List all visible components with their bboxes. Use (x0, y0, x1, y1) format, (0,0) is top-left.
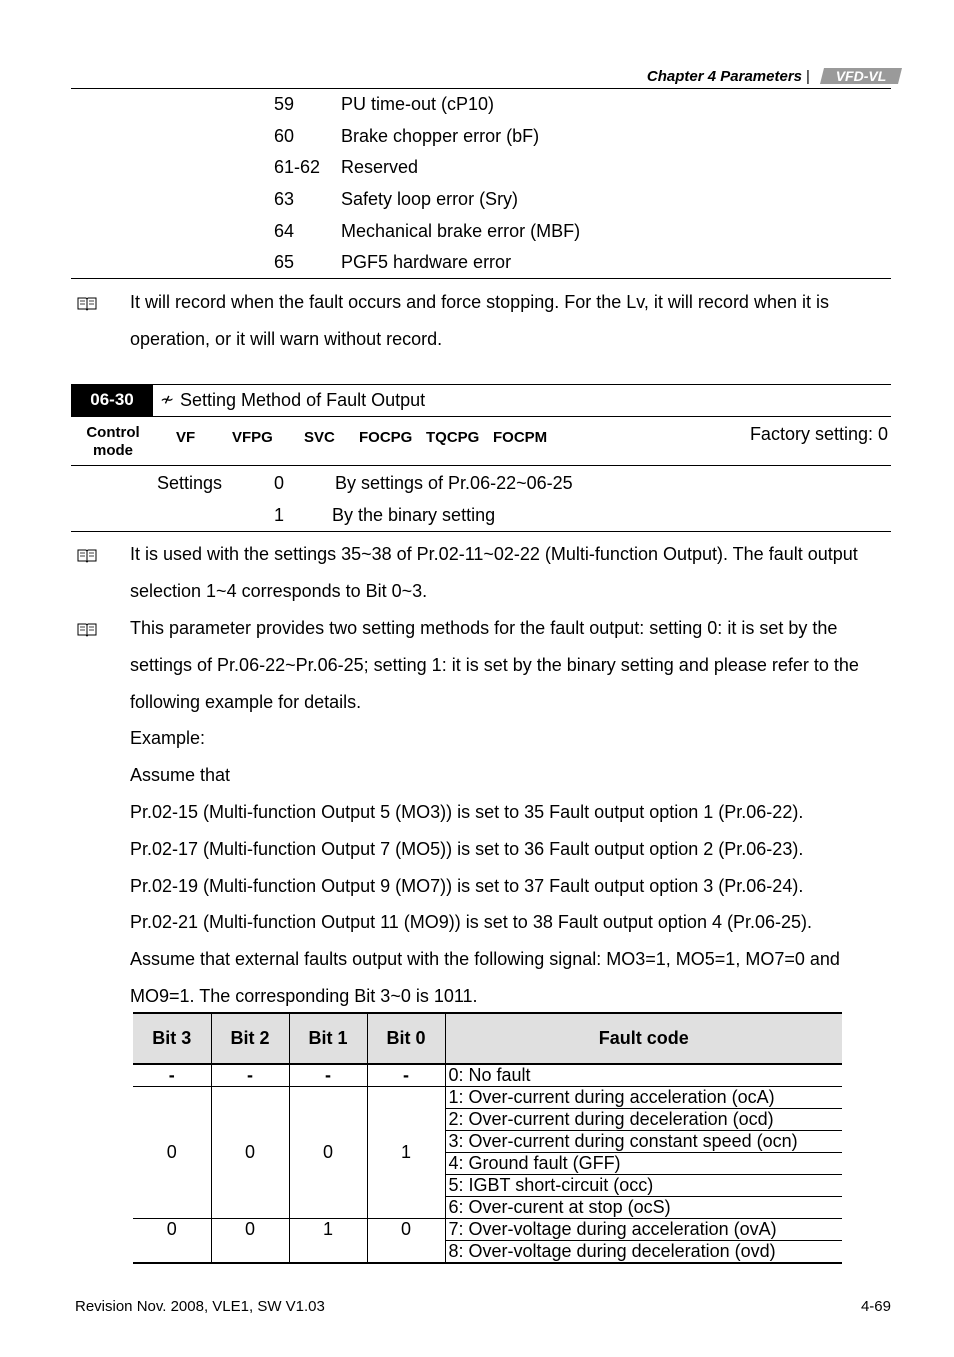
table-header: Bit 0 (367, 1013, 445, 1064)
param-rule-top (71, 384, 891, 385)
chapter-title: Chapter 4 Parameters (646, 68, 802, 85)
mode-svc: SVC (304, 429, 335, 446)
param-number: 06-30 (71, 384, 153, 416)
bit-cell: - (211, 1064, 289, 1087)
bit-cell: 0 (133, 1219, 211, 1264)
footer-revision: Revision Nov. 2008, VLE1, SW V1.03 (75, 1298, 325, 1315)
note-text: Example: (130, 728, 206, 748)
settings-label: Settings (157, 473, 223, 493)
bit-cell: 0 (133, 1087, 211, 1219)
note-text: selection 1~4 corresponds to Bit 0~3. (130, 581, 428, 601)
control-mode-label (71, 424, 155, 460)
fault-text: PU time-out (cP10) (341, 94, 495, 114)
table-header: Bit 3 (133, 1013, 211, 1064)
fault-text: Mechanical brake error (MBF) (341, 221, 581, 241)
fault-code-cell: 4: Ground fault (GFF) (445, 1153, 842, 1175)
fault-text: PGF5 hardware error (341, 252, 512, 272)
mode-vfpg: VFPG (232, 429, 273, 446)
fault-code: 59 (274, 94, 295, 114)
note-text: Assume that external faults output with the following signal: MO3=1, MO5=1, MO7=0 and (130, 949, 840, 969)
fault-code: 65 (274, 252, 295, 272)
factory-setting: Factory setting: 0 (749, 424, 888, 444)
note-text: Assume that (130, 765, 231, 785)
note-text: It is used with the settings 35~38 of Pr.02-11~02-22 (Multi-function Output). The fault output (130, 544, 858, 564)
fault-code: 61-62 (274, 157, 321, 177)
table-header: Bit 2 (211, 1013, 289, 1064)
fault-code-cell: 0: No fault (445, 1064, 842, 1087)
logo-text: VFD-VL (835, 68, 887, 84)
mode-focpg: FOCPG (359, 429, 413, 446)
note-text: Pr.02-15 (Multi-function Output 5 (MO3)) is set to 35 Fault output option 1 (Pr.06-22). (130, 802, 804, 822)
note-text: operation, or it will warn without record. (130, 329, 443, 349)
bit-cell: - (367, 1064, 445, 1087)
table-header: Bit 1 (289, 1013, 367, 1064)
note-text: Pr.02-17 (Multi-function Output 7 (MO5)) is set to 36 Fault output option 2 (Pr.06-23). (130, 839, 804, 859)
fault-code-cell: 6: Over-curent at stop (ocS) (445, 1197, 842, 1219)
fault-code: 64 (274, 221, 295, 241)
write-icon: ≁ (160, 390, 175, 409)
mode-focpm: FOCPM (493, 429, 548, 446)
setting-value: 0 (274, 473, 285, 493)
param-rule-settings (71, 465, 891, 466)
note-text: Pr.02-21 (Multi-function Output 11 (MO9)) is set to 38 Fault output option 4 (Pr.06-25). (130, 912, 812, 932)
fault-code-cell: 7: Over-voltage during acceleration (ovA) (445, 1219, 842, 1241)
fault-text: Safety loop error (Sry) (341, 189, 519, 209)
fault-code-table (133, 1012, 842, 1264)
bit-cell: 1 (289, 1219, 367, 1264)
param-title: Setting Method of Fault Output (180, 390, 426, 410)
bit-cell: - (133, 1064, 211, 1087)
note-text: This parameter provides two setting methods for the fault output: setting 0: it is set by the (130, 618, 838, 638)
bit-cell: 0 (289, 1087, 367, 1219)
header-separator: | (806, 68, 810, 85)
fault-code-cell: 5: IGBT short-circuit (occ) (445, 1175, 842, 1197)
fault-code-cell: 2: Over-current during deceleration (ocd) (445, 1109, 842, 1131)
vfd-vl-logo (820, 67, 902, 85)
fault-text: Reserved (341, 157, 419, 177)
mode-tqcpg: TQCPG (426, 429, 480, 446)
bit-cell: - (289, 1064, 367, 1087)
section-rule (71, 278, 891, 279)
note-text: settings of Pr.06-22~Pr.06-25; setting 1: it is set by the binary setting and please refer to the (130, 655, 859, 675)
mode-vf: VF (176, 429, 196, 446)
page-number: 4-69 (860, 1298, 891, 1315)
fault-code-cell: 8: Over-voltage during deceleration (ovd) (445, 1241, 842, 1264)
book-icon (77, 621, 97, 637)
table-row (133, 1219, 842, 1241)
table-row (133, 1064, 842, 1087)
note-text: Pr.02-19 (Multi-function Output 9 (MO7)) is set to 37 Fault output option 3 (Pr.06-24). (130, 876, 804, 896)
fault-code-cell: 3: Over-current during constant speed (ocn) (445, 1131, 842, 1153)
setting-value: 1 (274, 505, 285, 525)
bit-cell: 1 (367, 1087, 445, 1219)
header-rule (71, 88, 891, 89)
control-mode-label-2: mode (92, 442, 133, 459)
bit-cell: 0 (211, 1219, 289, 1264)
setting-text: By the binary setting (332, 505, 496, 525)
table-row (133, 1087, 842, 1109)
note-text: It will record when the fault occurs and force stopping. For the Lv, it will record when it is (130, 292, 829, 312)
param-rule-mid (71, 416, 891, 417)
param-rule-bottom (71, 531, 891, 532)
control-mode-label-1: Control (86, 424, 140, 441)
setting-text: By settings of Pr.06-22~06-25 (335, 473, 573, 493)
note-text: MO9=1. The corresponding Bit 3~0 is 1011. (130, 986, 478, 1006)
fault-code-cell: 1: Over-current during acceleration (ocA) (445, 1087, 842, 1109)
table-header-row (133, 1013, 842, 1064)
book-icon (77, 547, 97, 563)
bit-cell: 0 (367, 1219, 445, 1264)
note-text: following example for details. (130, 692, 362, 712)
table-header: Fault code (445, 1013, 842, 1064)
book-icon (77, 295, 97, 311)
fault-text: Brake chopper error (bF) (341, 126, 540, 146)
bit-cell: 0 (211, 1087, 289, 1219)
fault-code: 60 (274, 126, 295, 146)
fault-code: 63 (274, 189, 295, 209)
